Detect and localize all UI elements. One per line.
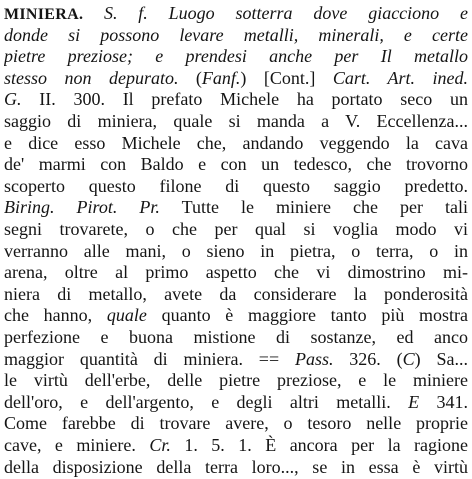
text-line bbox=[4, 24, 468, 47]
text-run: de' marmi con Baldo e con un tedesco, che trovorno bbox=[4, 154, 468, 175]
text-run: Come farebbe di trovare avere, o tesoro nelle proprie bbox=[4, 413, 468, 434]
text-line bbox=[4, 2, 468, 25]
text-run: ( bbox=[178, 67, 202, 88]
text-run: Tutte le miniere che per tali bbox=[159, 197, 468, 218]
text-run: maggior quantità di miniera. == bbox=[4, 348, 295, 369]
text-line bbox=[4, 240, 468, 263]
text-line bbox=[4, 283, 468, 306]
text-run: che hanno, bbox=[4, 305, 107, 326]
text-run: 1. 5. 1. È ancora per la ragione bbox=[170, 435, 468, 455]
text-run: saggio di miniera, quale si manda a V. Eccellenza... bbox=[4, 111, 468, 131]
text-run: verranno alle mani, o sieno in pietra, o terra, o in bbox=[4, 240, 468, 261]
text-run: niera di metallo, avete da considerare la ponderosità bbox=[4, 283, 468, 304]
text-line bbox=[4, 369, 468, 392]
text-run: MINIERA. bbox=[4, 6, 104, 23]
text-run: perfezione e buona mistione di sostanze, ed anco bbox=[4, 327, 468, 347]
text-run: scoperto questo filone di questo saggio predetto. bbox=[4, 175, 468, 196]
text-run: segni trovarete, o che per qual si voglia modo vi bbox=[4, 219, 468, 239]
text-run: Pass. bbox=[294, 348, 334, 369]
text-run: dell'oro, e dell'argento, e degli altri metalli. bbox=[4, 391, 409, 412]
text-run: ) [Cont.] bbox=[240, 67, 333, 88]
text-run: quale bbox=[106, 305, 147, 326]
text-line bbox=[4, 348, 468, 371]
text-run: 326. ( bbox=[333, 348, 403, 369]
text-run: ) Sa... bbox=[414, 348, 468, 369]
text-line bbox=[4, 110, 468, 133]
text-line bbox=[4, 88, 468, 111]
text-line bbox=[4, 132, 468, 155]
text-run: pietre preziose; e prendesi anche per Il metallo bbox=[4, 46, 468, 67]
text-run: stesso non depurato. bbox=[4, 67, 179, 88]
text-run: Cart. Art. ined. bbox=[332, 67, 468, 88]
text-line bbox=[4, 391, 468, 414]
text-line bbox=[4, 67, 468, 90]
text-line bbox=[4, 304, 468, 327]
text-line bbox=[4, 326, 468, 349]
text-line bbox=[4, 412, 468, 435]
text-run: arena, oltre al primo aspetto che vi dimostrino mi- bbox=[4, 262, 468, 283]
text-run: II. 300. Il prefato Michele ha portato seco un bbox=[39, 89, 468, 110]
text-line bbox=[4, 456, 468, 479]
text-run: Fanf. bbox=[201, 67, 241, 88]
text-run: quanto è maggiore tanto più mostra bbox=[146, 305, 468, 326]
text-line bbox=[4, 261, 468, 284]
text-run: della disposizione della terra loro..., se in essa è virtù bbox=[4, 456, 468, 477]
text-run: C bbox=[402, 348, 415, 369]
text-line bbox=[4, 175, 468, 198]
text-run: donde si possono levare metalli, minerali, e certe bbox=[4, 24, 468, 45]
text-run: Cr. bbox=[149, 435, 171, 455]
text-line bbox=[4, 45, 468, 68]
text-run: S. f. Luogo sotterra dove giacciono e bbox=[103, 3, 468, 23]
text-run: e dice esso Michele che, andando veggendo la cava bbox=[4, 132, 468, 153]
text-run: 341. bbox=[419, 391, 468, 412]
text-line bbox=[4, 218, 468, 241]
text-run: G. bbox=[4, 89, 40, 110]
text-run: E bbox=[408, 391, 420, 412]
text-run: le virtù dell'erbe, delle pietre preziose, e le miniere bbox=[4, 370, 468, 391]
text-line bbox=[4, 196, 468, 219]
text-line bbox=[4, 434, 468, 457]
text-run: cave, e miniere. bbox=[4, 435, 150, 455]
text-line bbox=[4, 153, 468, 176]
text-run: Biring. Pirot. Pr. bbox=[4, 197, 160, 218]
